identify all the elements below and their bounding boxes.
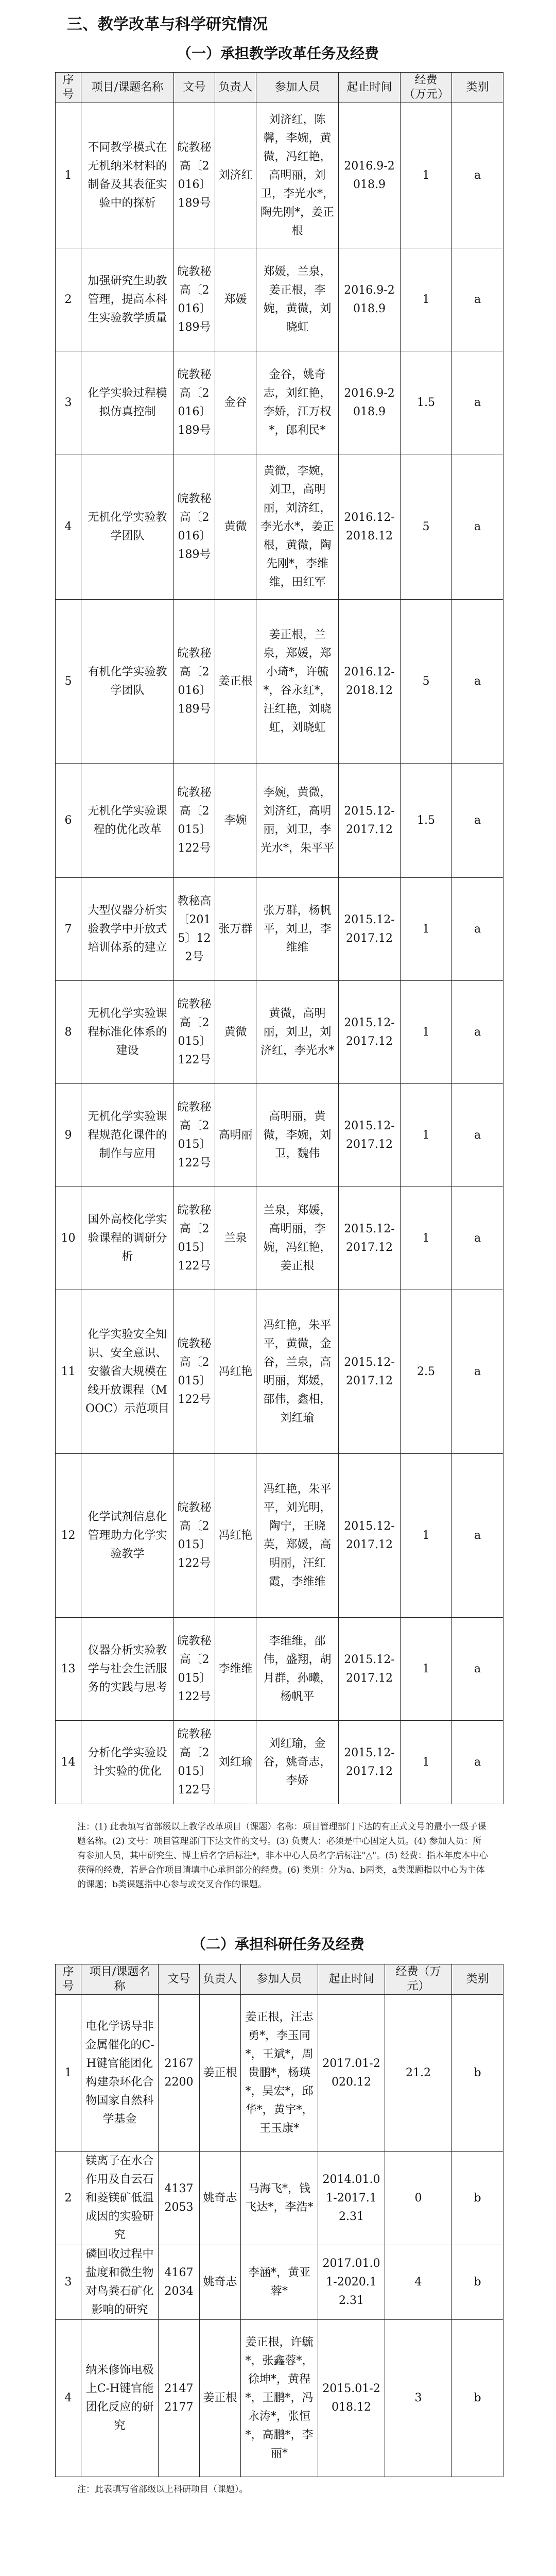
funds-cell: 21.2 xyxy=(385,1995,452,2152)
row-no-cell: 10 xyxy=(56,1187,81,1290)
table-row xyxy=(56,1084,503,1187)
row-no-cell: 12 xyxy=(56,1454,81,1618)
members-cell: 姜正根，兰泉，郑媛，郑小琦*，许毓*，谷永红*，汪红艳，刘晓虹，刘晓虹 xyxy=(256,600,339,764)
members-cell: 郑媛，兰泉，姜正根，李婉，黄微，刘晓虹 xyxy=(256,248,339,351)
leader-cell: 姚奇志 xyxy=(200,2152,241,2245)
doc-number-cell: 皖教秘高〔2015〕122号 xyxy=(174,764,215,878)
row-no-cell: 11 xyxy=(56,1290,81,1454)
doc-number-cell: 皖教秘高〔2015〕122号 xyxy=(174,1454,215,1618)
category-cell: b xyxy=(452,2320,503,2477)
project-name-cell: 电化学诱导非金属催化的C-H键官能团化构建杂环化合物国家自然科学基金 xyxy=(81,1995,159,2152)
funds-cell: 1 xyxy=(401,103,452,248)
funds-cell: 1 xyxy=(401,1187,452,1290)
doc-number-cell: 皖教秘高〔2016〕189号 xyxy=(174,351,215,454)
members-cell: 冯红艳，朱平平，刘光明，陶宁，王晓英，郑媛，高明丽，汪红霞，李维维 xyxy=(256,1454,339,1618)
leader-cell: 刘红瑜 xyxy=(215,1721,256,1804)
table-row xyxy=(56,764,503,878)
members-cell: 马海飞*，钱飞达*，李浩* xyxy=(241,2152,318,2245)
funds-cell: 5 xyxy=(401,454,452,600)
row-no-cell: 7 xyxy=(56,878,81,981)
leader-cell: 兰泉 xyxy=(215,1187,256,1290)
category-cell: b xyxy=(452,1995,503,2152)
project-name-cell: 加强研究生助教管理，提高本科生实验教学质量 xyxy=(81,248,174,351)
funds-cell: 1.5 xyxy=(401,351,452,454)
col-header-no: 序号 xyxy=(56,1964,81,1995)
doc-number-cell: 皖教秘高〔2016〕189号 xyxy=(174,454,215,600)
table-row xyxy=(56,1618,503,1721)
leader-cell: 郑媛 xyxy=(215,248,256,351)
row-no-cell: 4 xyxy=(56,454,81,600)
col-header-period: 起止时间 xyxy=(318,1964,385,1995)
row-no-cell: 2 xyxy=(56,248,81,351)
funds-cell: 1 xyxy=(401,878,452,981)
table-row xyxy=(56,1721,503,1804)
col-header-doc: 文号 xyxy=(159,1964,200,1995)
category-cell: b xyxy=(452,2152,503,2245)
table-row xyxy=(56,600,503,764)
table-row xyxy=(56,2245,503,2320)
members-cell: 黄微，高明丽，刘卫，刘济红，李光水* xyxy=(256,981,339,1084)
col-header-lead: 负责人 xyxy=(215,73,256,103)
members-cell: 兰泉，郑媛，高明丽，李婉，冯红艳，姜正根 xyxy=(256,1187,339,1290)
col-header-period: 起止时间 xyxy=(339,73,401,103)
row-no-cell: 3 xyxy=(56,2245,81,2320)
doc-number-cell: 皖教秘高〔2015〕122号 xyxy=(174,1290,215,1454)
table-row xyxy=(56,1995,503,2152)
period-cell: 2014.01.01-2017.12.31 xyxy=(318,2152,385,2245)
members-cell: 刘红瑜，金谷，姚奇志，李娇 xyxy=(256,1721,339,1804)
leader-cell: 黄微 xyxy=(215,454,256,600)
research-header-row xyxy=(56,1964,503,1995)
members-cell: 金谷，姚奇志，刘红艳，李娇，江万权*，郎利民* xyxy=(256,351,339,454)
leader-cell: 金谷 xyxy=(215,351,256,454)
category-cell: a xyxy=(452,764,503,878)
table-row xyxy=(56,2152,503,2245)
members-cell: 姜正根，许毓*，张鑫蓉*，徐坤*，黄程*，王鹏*，冯永涛*，张恒*，高鹏*，李丽* xyxy=(241,2320,318,2477)
section-title: 三、教学改革与科学研究情况 xyxy=(67,15,268,33)
leader-cell: 黄微 xyxy=(215,981,256,1084)
leader-cell: 李维维 xyxy=(215,1618,256,1721)
table-row xyxy=(56,1290,503,1454)
table-row xyxy=(56,1187,503,1290)
table-row xyxy=(56,2320,503,2477)
doc-number-cell: 41672034 xyxy=(159,2245,200,2320)
leader-cell: 姚奇志 xyxy=(200,2245,241,2320)
doc-number-cell: 41372053 xyxy=(159,2152,200,2245)
period-cell: 2016.9-2018.9 xyxy=(339,351,401,454)
table-row xyxy=(56,103,503,248)
doc-number-cell: 皖教秘高〔2016〕189号 xyxy=(174,248,215,351)
project-name-cell: 国外高校化学实验课程的调研分析 xyxy=(81,1187,174,1290)
category-cell: a xyxy=(452,351,503,454)
category-cell: a xyxy=(452,981,503,1084)
category-cell: a xyxy=(452,1454,503,1618)
project-name-cell: 磷回收过程中盐度和微生物对鸟粪石矿化影响的研究 xyxy=(81,2245,159,2320)
members-cell: 李维维，邵伟，盛翔，胡月群，孙曦，杨帆平 xyxy=(256,1618,339,1721)
category-cell: a xyxy=(452,1290,503,1454)
category-cell: a xyxy=(452,600,503,764)
leader-cell: 李婉 xyxy=(215,764,256,878)
project-name-cell: 不同教学模式在无机纳米材料的制备及其表征实验中的探析 xyxy=(81,103,174,248)
category-cell: a xyxy=(452,1618,503,1721)
funds-cell: 2.5 xyxy=(401,1290,452,1454)
col-header-members: 参加人员 xyxy=(241,1964,318,1995)
category-cell: a xyxy=(452,103,503,248)
project-name-cell: 无机化学实验教学团队 xyxy=(81,454,174,600)
project-name-cell: 镁离子在水合作用及自云石和菱镁矿低温成因的实验研究 xyxy=(81,2152,159,2245)
doc-number-cell: 21472177 xyxy=(159,2320,200,2477)
row-no-cell: 1 xyxy=(56,103,81,248)
project-name-cell: 无机化学实验课程的优化改革 xyxy=(81,764,174,878)
table-row xyxy=(56,1454,503,1618)
teaching-table xyxy=(55,72,503,1804)
project-name-cell: 纳米修饰电极上C-H键官能团化反应的研究 xyxy=(81,2320,159,2477)
doc-number-cell: 教秘高〔2015〕122号 xyxy=(174,878,215,981)
project-name-cell: 化学试剂信息化管理助力化学实验教学 xyxy=(81,1454,174,1618)
leader-cell: 刘济红 xyxy=(215,103,256,248)
row-no-cell: 4 xyxy=(56,2320,81,2477)
doc-number-cell: 皖教秘高〔2015〕122号 xyxy=(174,1187,215,1290)
col-header-name: 项目/课题名称 xyxy=(81,73,174,103)
project-name-cell: 无机化学实验课程规范化课件的制作与应用 xyxy=(81,1084,174,1187)
leader-cell: 冯红艳 xyxy=(215,1454,256,1618)
table-row xyxy=(56,454,503,600)
doc-number-cell: 皖教秘高〔2015〕122号 xyxy=(174,1618,215,1721)
col-header-members: 参加人员 xyxy=(256,73,339,103)
row-no-cell: 9 xyxy=(56,1084,81,1187)
leader-cell: 姜正根 xyxy=(200,2320,241,2477)
col-header-category: 类别 xyxy=(452,1964,503,1995)
doc-number-cell: 皖教秘高〔2015〕122号 xyxy=(174,981,215,1084)
table-row xyxy=(56,248,503,351)
category-cell: a xyxy=(452,1721,503,1804)
members-cell: 黄微，李婉，刘卫，高明丽，刘济红，李光水*，姜正根，黄微，陶先刚*，李维维，田红军 xyxy=(256,454,339,600)
period-cell: 2015.12-2017.12 xyxy=(339,764,401,878)
col-header-doc: 文号 xyxy=(174,73,215,103)
row-no-cell: 2 xyxy=(56,2152,81,2245)
period-cell: 2015.12-2017.12 xyxy=(339,1187,401,1290)
funds-cell: 1.5 xyxy=(401,764,452,878)
period-cell: 2016.9-2018.9 xyxy=(339,103,401,248)
project-name-cell: 化学实验安全知识、安全意识、安徽省大规模在线开放课程（MOOC）示范项目 xyxy=(81,1290,174,1454)
category-cell: b xyxy=(452,2245,503,2320)
funds-cell: 1 xyxy=(401,1618,452,1721)
period-cell: 2015.12-2017.12 xyxy=(339,1618,401,1721)
doc-number-cell: 21672200 xyxy=(159,1995,200,2152)
period-cell: 2015.01-2018.12 xyxy=(318,2320,385,2477)
leader-cell: 张万群 xyxy=(215,878,256,981)
category-cell: a xyxy=(452,1084,503,1187)
doc-number-cell: 皖教秘高〔2016〕189号 xyxy=(174,103,215,248)
row-no-cell: 3 xyxy=(56,351,81,454)
members-cell: 冯红艳，朱平平，黄微，金谷，兰泉，高明丽，郑媛，邵伟，鑫相，刘红瑜 xyxy=(256,1290,339,1454)
project-name-cell: 有机化学实验教学团队 xyxy=(81,600,174,764)
row-no-cell: 13 xyxy=(56,1618,81,1721)
period-cell: 2016.9-2018.9 xyxy=(339,248,401,351)
project-name-cell: 无机化学实验课程标准化体系的建设 xyxy=(81,981,174,1084)
period-cell: 2016.12-2018.12 xyxy=(339,454,401,600)
col-header-funds: 经费（万元） xyxy=(385,1964,452,1995)
research-section-title: （二）承担科研任务及经费 xyxy=(191,1936,364,1953)
table-row xyxy=(56,981,503,1084)
period-cell: 2015.12-2017.12 xyxy=(339,878,401,981)
funds-cell: 1 xyxy=(401,1454,452,1618)
funds-cell: 1 xyxy=(401,1721,452,1804)
col-header-category: 类别 xyxy=(452,73,503,103)
doc-number-cell: 皖教秘高〔2016〕189号 xyxy=(174,600,215,764)
period-cell: 2017.01.01-2020.12.31 xyxy=(318,2245,385,2320)
row-no-cell: 5 xyxy=(56,600,81,764)
period-cell: 2015.12-2017.12 xyxy=(339,1454,401,1618)
members-cell: 刘济红，陈馨，李婉，黄微，冯红艳，高明丽，刘卫，李光水*，陶先刚*，姜正根 xyxy=(256,103,339,248)
doc-number-cell: 皖教秘高〔2015〕122号 xyxy=(174,1084,215,1187)
row-no-cell: 1 xyxy=(56,1995,81,2152)
category-cell: a xyxy=(452,454,503,600)
doc-number-cell: 皖教秘高〔2015〕122号 xyxy=(174,1721,215,1804)
research-table xyxy=(55,1964,503,2477)
project-name-cell: 化学实验过程模拟仿真控制 xyxy=(81,351,174,454)
members-cell: 李涵*，黄亚蓉* xyxy=(241,2245,318,2320)
category-cell: a xyxy=(452,248,503,351)
leader-cell: 高明丽 xyxy=(215,1084,256,1187)
leader-cell: 姜正根 xyxy=(215,600,256,764)
research-table-note: 注：此表填写省部级以上科研项目（课题）。 xyxy=(77,2484,248,2495)
members-cell: 姜正根，汪志勇*，李玉同*，王斌*，周贵鹏*，杨瑛*，吴宏*，邱华*，黄宇*，王玉康* xyxy=(241,1995,318,2152)
funds-cell: 1 xyxy=(401,1084,452,1187)
teaching-header-row xyxy=(56,73,503,103)
col-header-name: 项目/课题名称 xyxy=(81,1964,159,1995)
teaching-table-note: 注：(1) 此表填写省部级以上教学改革项目（课题）名称：项目管理部门下达的有正式文号的最小一级子课题名称。(2) 文号：项目管理部门下达文件的文号。(3) 负责人：必须是中心固定人员。(4) 参加人员：所有参加人员，其中研究生、博士后名字后标注*，非本中心人员名字后标注"△"。(5) 经费：指本年度本中心获得的经费，若是合作项目请填中心承担部分的经费。(6) 类别：分为a、b两类，a类课题指以中心为主体的课题；b类课题指中心参与或交叉合作的课题。 xyxy=(77,1822,488,1890)
category-cell: a xyxy=(452,878,503,981)
funds-cell: 3 xyxy=(385,2320,452,2477)
table-row xyxy=(56,878,503,981)
row-no-cell: 8 xyxy=(56,981,81,1084)
period-cell: 2015.12-2017.12 xyxy=(339,981,401,1084)
period-cell: 2017.01-2020.12 xyxy=(318,1995,385,2152)
period-cell: 2015.12-2017.12 xyxy=(339,1721,401,1804)
teaching-section-title: （一）承担教学改革任务及经费 xyxy=(177,45,379,62)
row-no-cell: 6 xyxy=(56,764,81,878)
col-header-funds: 经费（万元） xyxy=(401,73,452,103)
leader-cell: 姜正根 xyxy=(200,1995,241,2152)
col-header-no: 序号 xyxy=(56,73,81,103)
col-header-lead: 负责人 xyxy=(200,1964,241,1995)
project-name-cell: 分析化学实验设计实验的优化 xyxy=(81,1721,174,1804)
table-row xyxy=(56,351,503,454)
funds-cell: 4 xyxy=(385,2245,452,2320)
period-cell: 2015.12-2017.12 xyxy=(339,1290,401,1454)
category-cell: a xyxy=(452,1187,503,1290)
period-cell: 2016.12-2018.12 xyxy=(339,600,401,764)
period-cell: 2015.12-2017.12 xyxy=(339,1084,401,1187)
project-name-cell: 仪器分析实验教学与社会生活服务的实践与思考 xyxy=(81,1618,174,1721)
members-cell: 李婉，黄微，刘济红，高明丽，刘卫，李光水*，朱平平 xyxy=(256,764,339,878)
funds-cell: 5 xyxy=(401,600,452,764)
members-cell: 高明丽，黄微，李婉，刘卫，魏伟 xyxy=(256,1084,339,1187)
funds-cell: 0 xyxy=(385,2152,452,2245)
funds-cell: 1 xyxy=(401,248,452,351)
leader-cell: 冯红艳 xyxy=(215,1290,256,1454)
row-no-cell: 14 xyxy=(56,1721,81,1804)
funds-cell: 1 xyxy=(401,981,452,1084)
project-name-cell: 大型仪器分析实验教学中开放式培训体系的建立 xyxy=(81,878,174,981)
members-cell: 张万群，杨帆平，刘卫，李维维 xyxy=(256,878,339,981)
